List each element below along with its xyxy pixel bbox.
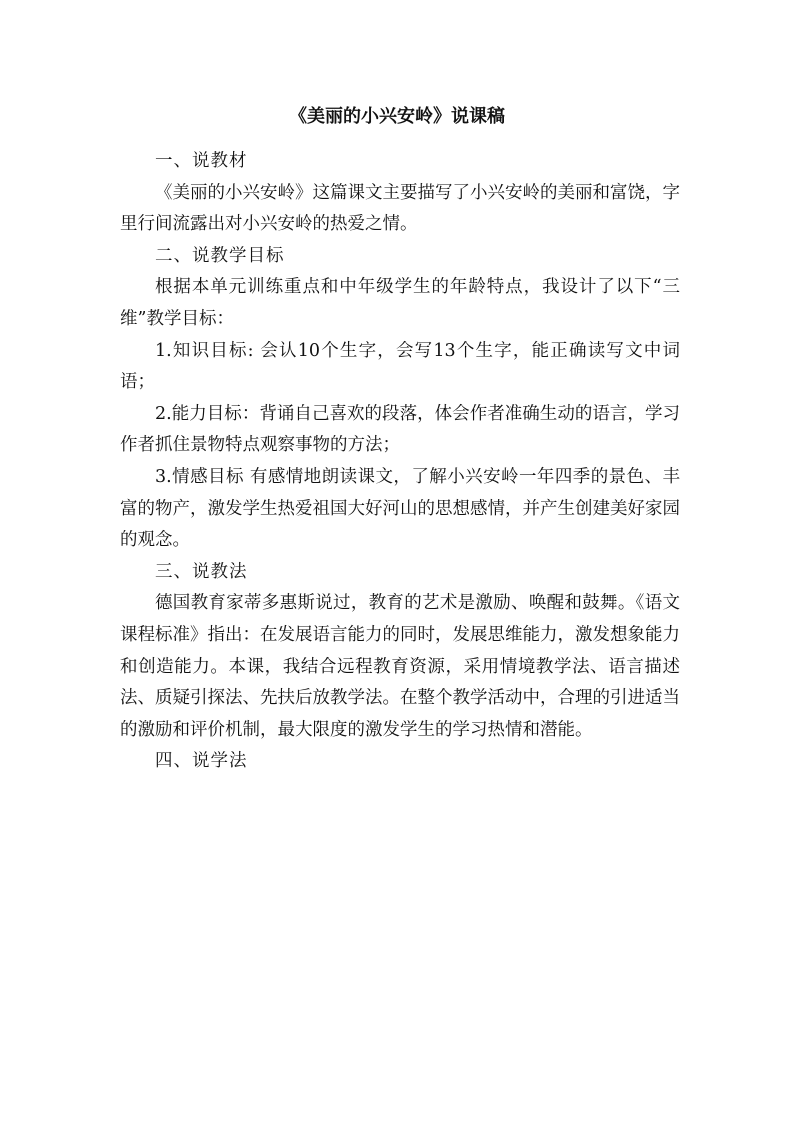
paragraph-textbook-summary: 《美丽的小兴安岭》这篇课文主要描写了小兴安岭的美丽和富饶，字里行间流露出对小兴安岭的热爱之情。 — [120, 182, 680, 235]
paragraph-goal-ability: 2.能力目标：背诵自己喜欢的段落，体会作者准确生动的语言，学习作者抓住景物特点观察事物的方法； — [120, 403, 680, 456]
paragraph-goals-intro: 根据本单元训练重点和中年级学生的年龄特点，我设计了以下“三维”教学目标： — [120, 277, 680, 329]
section-heading-textbook: 一、说教材 — [155, 151, 248, 171]
section-heading-learning-methods: 四、说学法 — [155, 751, 248, 772]
section-heading-teaching-goals: 二、说教学目标 — [155, 245, 285, 266]
section-heading-teaching-methods: 三、说教法 — [155, 561, 248, 582]
document-title: 《美丽的小兴安岭》说课稿 — [289, 106, 505, 127]
paragraph-goal-emotion: 3.情感目标 有感情地朗读课文，了解小兴安岭一年四季的景色、丰富的物产，激发学生热爱祖国大好河山的思想感情，并产生创建美好家园的观念。 — [120, 466, 680, 551]
paragraph-teaching-methods: 德国教育家蒂多惠斯说过，教育的艺术是激励、唤醒和鼓舞。《语文课程标准》指出：在发展语言能力的同时，发展思维能力，激发想象能力和创造能力。本课，我结合远程教育资源，采用情境教学法、语言描述法、质疑引探法、先扶后放教学法。在整个教学活动中，合理的引进适当的激励和评价机制，最大限度的激发学生的学习热情和潜能。 — [120, 593, 680, 740]
paragraph-goal-knowledge: 1.知识目标: 会认10个生字，会写13个生字，能正确读写文中词语； — [120, 340, 680, 393]
document-body — [120, 146, 680, 778]
